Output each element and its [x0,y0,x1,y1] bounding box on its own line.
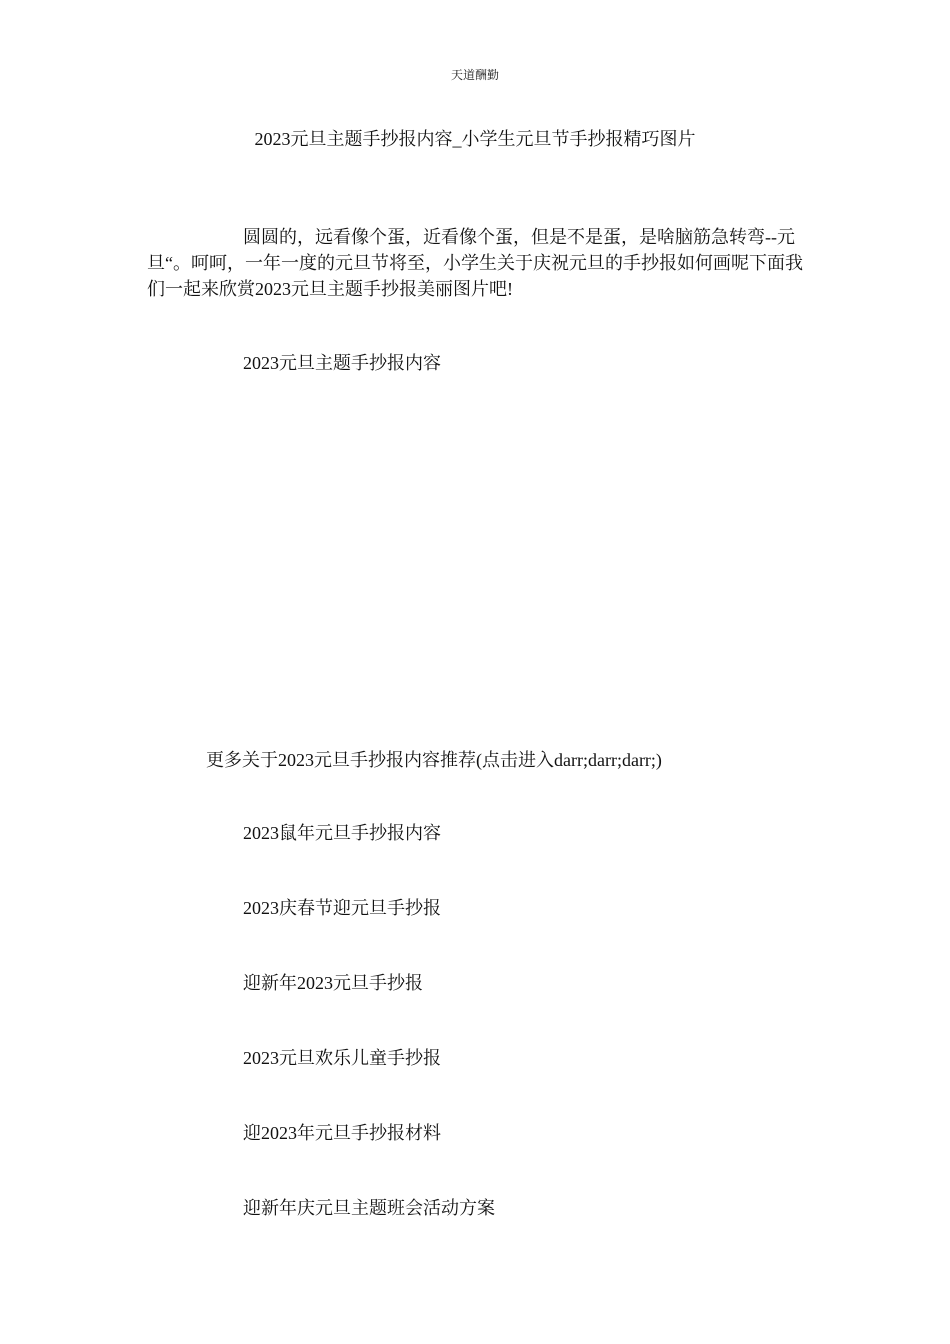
image-placeholder [147,392,807,722]
document-title: 2023元旦主题手抄报内容_小学生元旦节手抄报精巧图片 [254,129,696,149]
section-heading: 2023元旦主题手抄报内容 [243,353,441,373]
more-recommendations-label[interactable]: 更多关于2023元旦手抄报内容推荐(点击进入darr;darr;darr;) [206,750,662,770]
intro-paragraph: 圆圆的，远看像个蛋，近看像个蛋，但是不是蛋，是啥脑筋急转弯--元旦“。呵呵，一年一度的元旦节将至，小学生关于庆祝元旦的手抄报如何画呢下面我们一起来欣赏2023元旦主题手抄报美丽图片吧! [147,227,803,299]
recommendation-list [243,821,495,1271]
recommendation-link[interactable]: 迎新年庆元旦主题班会活动方案 [243,1198,495,1218]
recommendation-link[interactable]: 迎2023年元旦手抄报材料 [243,1123,441,1143]
recommendation-link[interactable]: 2023庆春节迎元旦手抄报 [243,898,441,918]
recommendation-link[interactable]: 迎新年2023元旦手抄报 [243,973,423,993]
recommendation-link[interactable]: 2023鼠年元旦手抄报内容 [243,823,441,843]
page-header: 天道酬勤 [450,68,499,82]
recommendation-link[interactable]: 2023元旦欢乐儿童手抄报 [243,1048,441,1068]
